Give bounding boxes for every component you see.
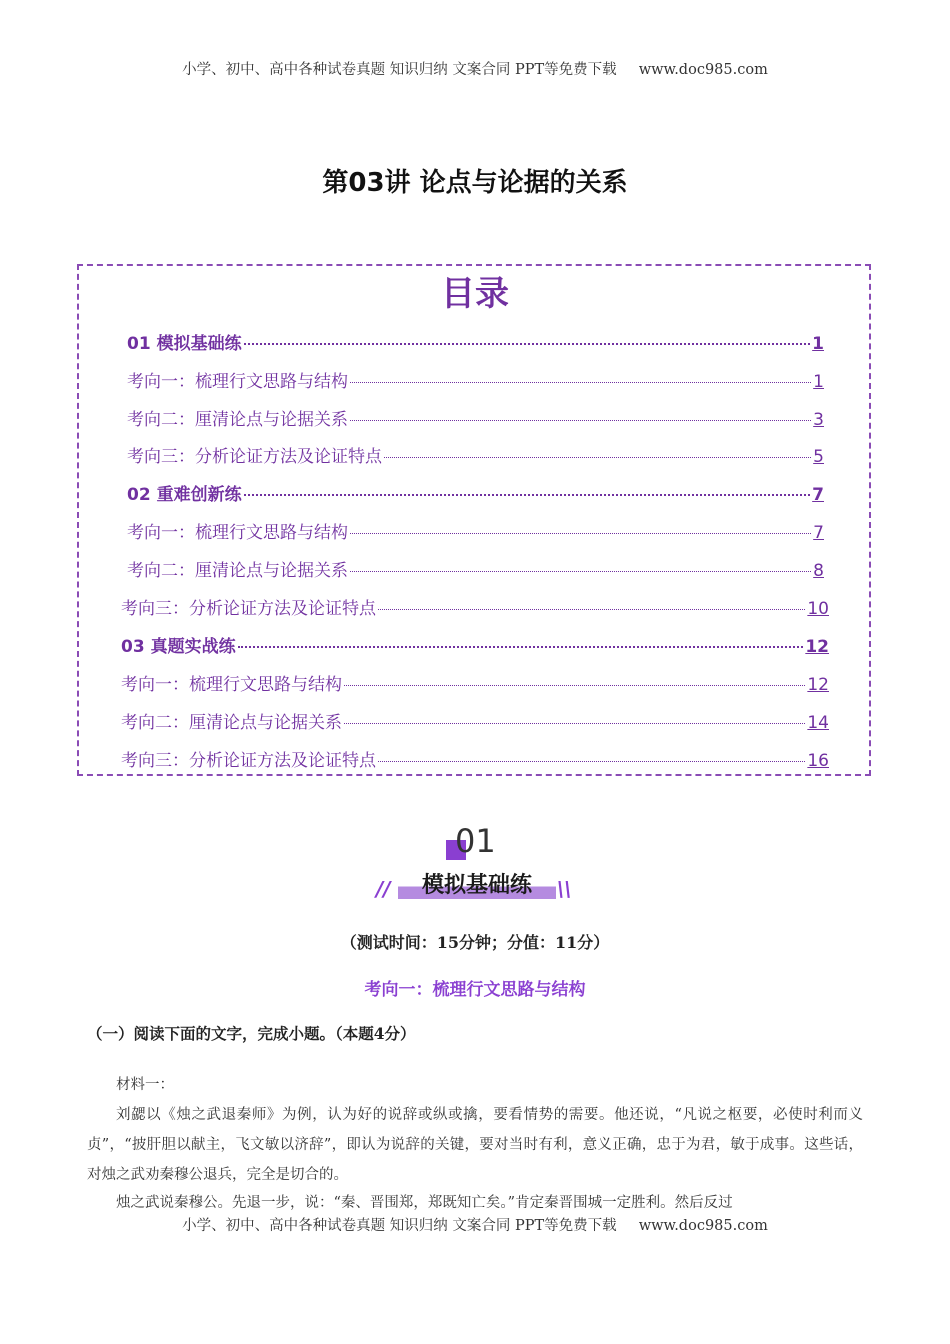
toc-item-label: 03 真题实战练 xyxy=(121,637,236,657)
toc-item-2-3[interactable] xyxy=(121,594,829,619)
toc-item-1-1[interactable] xyxy=(127,367,824,392)
toc-item-label: 考向一：梳理行文思路与结构 xyxy=(127,372,348,392)
toc-item-label: 考向三：分析论证方法及论证特点 xyxy=(127,447,382,467)
toc-page-number[interactable]: 8 xyxy=(813,561,824,581)
toc-page-number[interactable]: 7 xyxy=(812,485,824,505)
badge-slash-right: \\ xyxy=(557,877,572,901)
header-url[interactable]: www.doc985.com xyxy=(638,62,768,78)
toc-page-number[interactable]: 1 xyxy=(813,372,824,392)
footer-text: 小学、初中、高中各种试卷真题 知识归纳 文案合同 PPT等免费下载 xyxy=(182,1218,617,1234)
page-header xyxy=(0,58,950,79)
section-number: 01 xyxy=(455,822,496,860)
toc-item-section-2[interactable] xyxy=(127,480,824,505)
footer-url[interactable]: www.doc985.com xyxy=(638,1218,768,1234)
toc-item-label: 考向一：梳理行文思路与结构 xyxy=(121,675,342,695)
toc-item-label: 考向二：厘清论点与论据关系 xyxy=(127,561,348,581)
question-prompt: （一）阅读下面的文字，完成小题。（本题4分） xyxy=(87,1024,416,1043)
sub-heading: 考向一：梳理行文思路与结构 xyxy=(364,980,586,1000)
document-title: 第03讲 论点与论据的关系 xyxy=(322,168,628,198)
toc-leader-dots xyxy=(238,646,804,648)
body-paragraph: 刘勰以《烛之武退秦师》为例，认为好的说辞或纵或擒，要看情势的需要。他还说，“凡说之枢要，必使时利而义贞”，“披肝胆以献主，飞文敏以济辞”，即认为说辞的关键，要对当时有利，意义正确，忠于为君，敏于成事。这些话，对烛之武劝秦穆公退兵，完全是切合的。 xyxy=(87,1107,863,1183)
toc-page-number[interactable]: 12 xyxy=(805,637,829,657)
toc-page-number[interactable]: 5 xyxy=(813,447,824,467)
toc-page-number[interactable]: 10 xyxy=(807,599,829,619)
toc-page-number[interactable]: 14 xyxy=(807,713,829,733)
toc-leader-dots xyxy=(344,685,805,686)
toc-leader-dots xyxy=(350,533,811,534)
toc-leader-dots xyxy=(350,571,811,572)
toc-item-label: 02 重难创新练 xyxy=(127,485,242,505)
toc-leader-dots xyxy=(378,761,805,762)
page-footer xyxy=(0,1214,950,1235)
toc-item-3-1[interactable] xyxy=(121,670,829,695)
toc-item-label: 考向一：梳理行文思路与结构 xyxy=(127,523,348,543)
toc-page-number[interactable]: 7 xyxy=(813,523,824,543)
toc-item-3-3[interactable] xyxy=(121,746,829,771)
toc-leader-dots xyxy=(244,343,811,345)
toc-leader-dots xyxy=(244,494,811,496)
header-text: 小学、初中、高中各种试卷真题 知识归纳 文案合同 PPT等免费下载 xyxy=(182,62,617,78)
section-title: 模拟基础练 xyxy=(398,868,556,899)
toc-item-2-2[interactable] xyxy=(127,556,824,581)
body-paragraph: 烛之武说秦穆公。先退一步，说：“秦、晋围郑，郑既知亡矣。”肯定秦晋围城一定胜利。然后反过 xyxy=(116,1195,733,1211)
toc-item-3-2[interactable] xyxy=(121,708,829,733)
toc-page-number[interactable]: 16 xyxy=(807,751,829,771)
toc-leader-dots xyxy=(378,609,805,610)
toc-page-number[interactable]: 1 xyxy=(812,334,824,354)
toc-item-section-1[interactable] xyxy=(127,329,824,354)
toc-item-label: 01 模拟基础练 xyxy=(127,334,242,354)
toc-item-label: 考向三：分析论证方法及论证特点 xyxy=(121,751,376,771)
test-info: （测试时间：15分钟；分值：11分） xyxy=(340,933,610,952)
toc-item-label: 考向三：分析论证方法及论证特点 xyxy=(121,599,376,619)
toc-page-number[interactable]: 12 xyxy=(807,675,829,695)
toc-leader-dots xyxy=(350,420,811,421)
toc-leader-dots xyxy=(350,382,811,383)
toc-leader-dots xyxy=(384,457,811,458)
material-label: 材料一： xyxy=(116,1077,174,1093)
toc-item-2-1[interactable] xyxy=(127,518,824,543)
toc-item-label: 考向二：厘清论点与论据关系 xyxy=(121,713,342,733)
toc-item-label: 考向二：厘清论点与论据关系 xyxy=(127,410,348,430)
badge-slash-left: // xyxy=(376,877,391,901)
toc-item-1-2[interactable] xyxy=(127,405,824,430)
toc-item-1-3[interactable] xyxy=(127,442,824,467)
toc-leader-dots xyxy=(344,723,805,724)
toc-heading: 目录 xyxy=(441,274,509,314)
toc-page-number[interactable]: 3 xyxy=(813,410,824,430)
toc-item-section-3[interactable] xyxy=(121,632,829,657)
